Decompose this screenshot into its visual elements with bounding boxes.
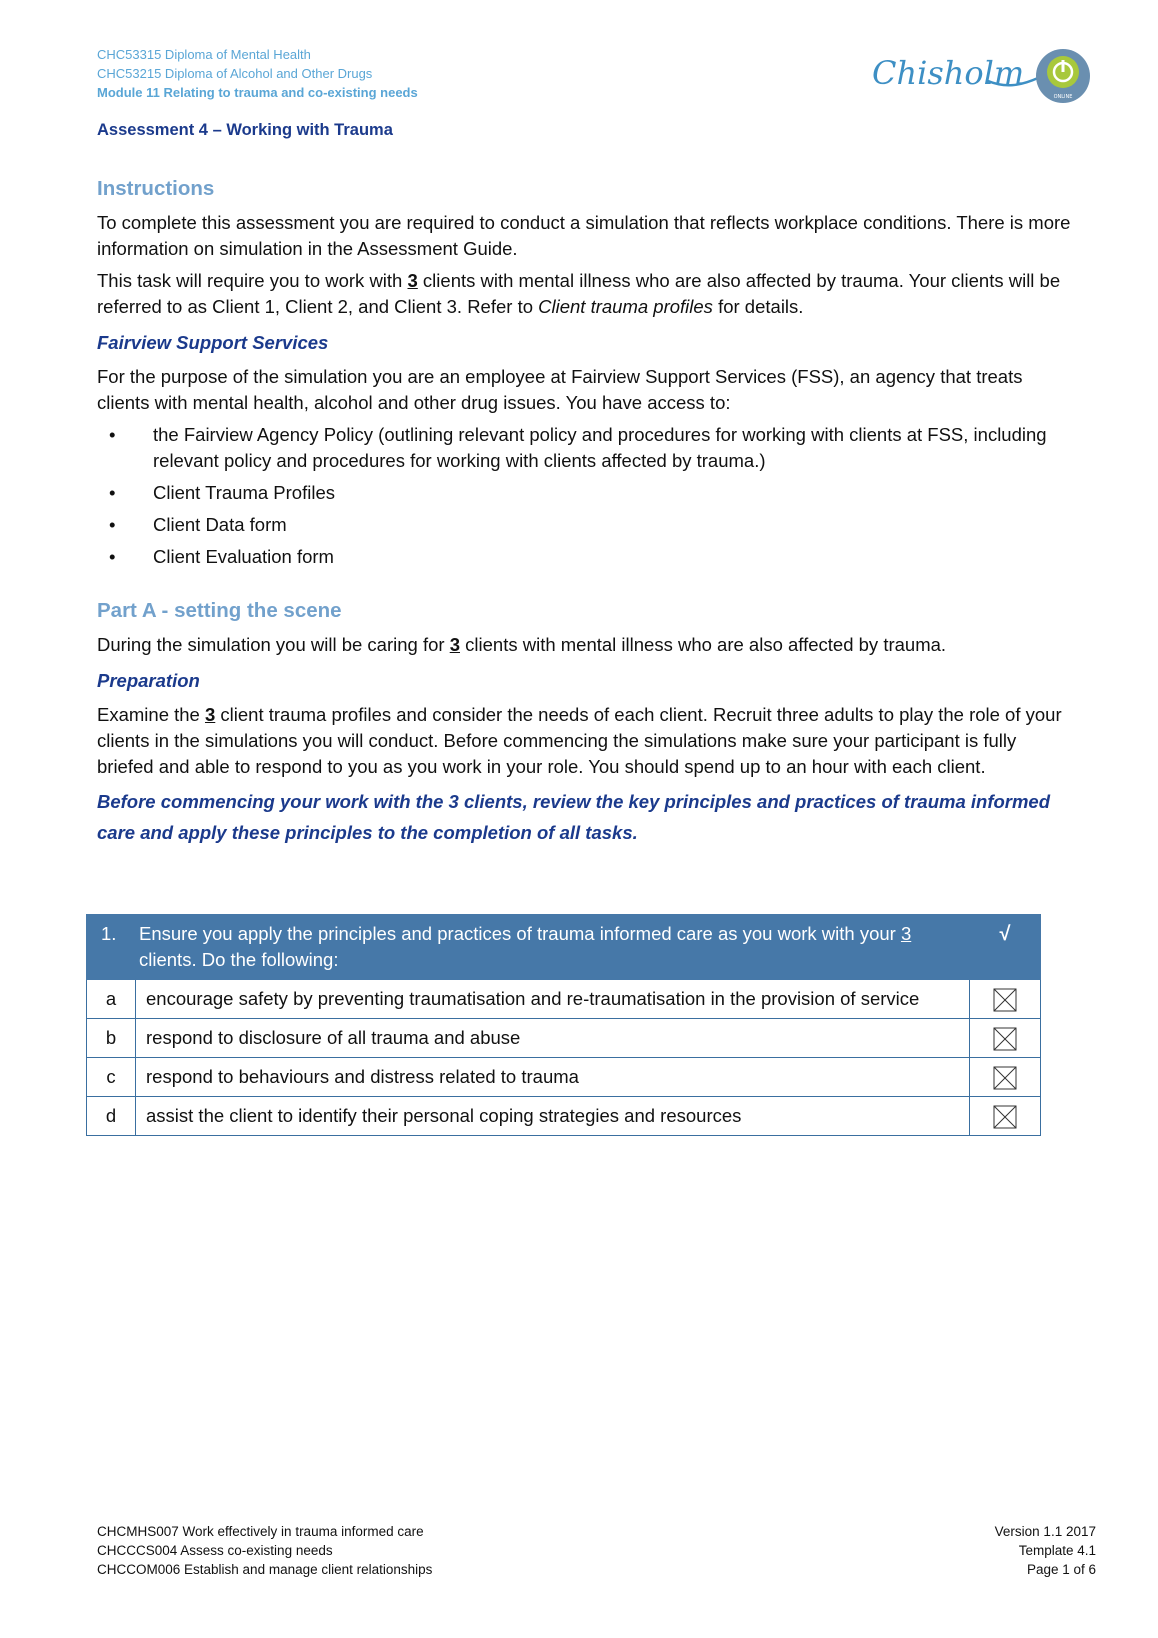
text-segment: During the simulation you will be caring for xyxy=(97,634,450,655)
list-item: • Client Evaluation form xyxy=(97,544,1077,570)
main-content xyxy=(97,176,1077,848)
row-checkbox-cell xyxy=(970,1019,1041,1058)
page-header xyxy=(97,45,418,102)
text-segment: Ensure you apply the principles and practices of trauma informed care as you work with your xyxy=(139,923,901,944)
row-text: respond to disclosure of all trauma and abuse xyxy=(136,1019,970,1058)
instructions-heading: Instructions xyxy=(97,177,215,200)
footer-unit-3: CHCCOM006 Establish and manage client relationships xyxy=(97,1562,433,1577)
preparation-heading: Preparation xyxy=(97,670,200,691)
text-segment: clients with mental illness who are also affected by trauma. Your clients will be referred to as Client 1, Client 2, and Client 3. Refer to xyxy=(97,270,1061,317)
footer-unit-2: CHCCCS004 Assess co-existing needs xyxy=(97,1543,333,1558)
footer-unit-1: CHCMHS007 Work effectively in trauma informed care xyxy=(97,1524,424,1539)
client-count: 3 xyxy=(407,270,418,291)
table-row xyxy=(87,1019,1041,1058)
task-number: 1. xyxy=(101,923,117,944)
emphasis-note: Before commencing your work with the 3 clients, review the key principles and practices of trauma informed care and apply these principles to the completion of all tasks. xyxy=(97,791,1051,843)
row-text: assist the client to identify their personal coping strategies and resources xyxy=(136,1097,970,1136)
row-text: respond to behaviours and distress related to trauma xyxy=(136,1058,970,1097)
logo-badge-text: ONLINE xyxy=(1053,94,1073,100)
footer-right xyxy=(995,1522,1096,1579)
preparation-paragraph xyxy=(97,702,1077,780)
text-segment: Examine the xyxy=(97,704,205,725)
row-label: d xyxy=(87,1097,136,1136)
header-line-2: CHC53215 Diploma of Alcohol and Other Drugs xyxy=(97,66,373,81)
row-checkbox-cell xyxy=(970,1097,1041,1136)
task-header-cell xyxy=(87,915,970,980)
part-a-paragraph xyxy=(97,632,1077,658)
client-count: 3 xyxy=(204,704,216,725)
task-header-text xyxy=(139,921,959,973)
checkbox-icon[interactable] xyxy=(993,1105,1017,1129)
task-header-row xyxy=(87,915,1041,980)
footer-version: Version 1.1 2017 xyxy=(994,1524,1096,1539)
table-row xyxy=(87,980,1041,1019)
text-segment: clients with mental illness who are also affected by trauma. xyxy=(460,634,947,655)
footer-page-number: Page 1 of 6 xyxy=(1026,1562,1096,1577)
text-segment: for details. xyxy=(712,296,804,317)
text-segment: client trauma profiles and consider the needs of each client. Recruit three adults to play the role of your clients in the simulations you will conduct. Before commencing the simulations make sure your participant is fully briefed and able to respond to you as you work in your role. You should spend up to an hour with each client. xyxy=(97,704,1062,777)
header-line-3: Module 11 Relating to trauma and co-existing needs xyxy=(97,85,418,100)
chisholm-logo xyxy=(870,48,1092,110)
list-item: • the Fairview Agency Policy (outlining relevant policy and procedures for working with clients at FSS, including relevant policy and procedures for working with clients affected by trauma.) xyxy=(97,422,1077,474)
text-segment: clients. Do the following: xyxy=(139,949,339,970)
part-a-heading: Part A - setting the scene xyxy=(97,599,342,622)
text-segment: This task will require you to work with xyxy=(97,270,408,291)
row-label: a xyxy=(87,980,136,1019)
fss-paragraph: For the purpose of the simulation you are an employee at Fairview Support Services (FSS), an agency that treats clients with mental health, alcohol and other drug issues. You have access to: xyxy=(97,366,1023,413)
task-table xyxy=(86,914,1041,1136)
assessment-title: Assessment 4 – Working with Trauma xyxy=(97,121,393,139)
header-line-1: CHC53315 Diploma of Mental Health xyxy=(97,47,311,62)
fss-heading: Fairview Support Services xyxy=(97,332,329,353)
list-item: • Client Trauma Profiles xyxy=(97,480,1077,506)
row-checkbox-cell xyxy=(970,1058,1041,1097)
row-text: encourage safety by preventing traumatisation and re-traumatisation in the provision of service xyxy=(136,980,970,1019)
resource-list xyxy=(97,422,1077,570)
checkbox-icon[interactable] xyxy=(993,1066,1017,1090)
profiles-reference: Client trauma profiles xyxy=(538,296,713,317)
instructions-paragraph-1: To complete this assessment you are required to conduct a simulation that reflects workplace conditions. There is more information on simulation in the Assessment Guide. xyxy=(97,212,1071,259)
footer-left xyxy=(97,1522,432,1579)
table-row xyxy=(87,1058,1041,1097)
row-label: c xyxy=(87,1058,136,1097)
client-count: 3 xyxy=(900,923,912,944)
row-label: b xyxy=(87,1019,136,1058)
instructions-paragraph-2 xyxy=(97,268,1077,320)
footer-template: Template 4.1 xyxy=(1018,1543,1096,1558)
row-checkbox-cell xyxy=(970,980,1041,1019)
checkbox-icon[interactable] xyxy=(993,1027,1017,1051)
logo-text: Chisholm xyxy=(872,54,1025,92)
list-item: • Client Data form xyxy=(97,512,1077,538)
tick-header: √ xyxy=(970,915,1041,980)
client-count: 3 xyxy=(449,634,460,655)
checkbox-icon[interactable] xyxy=(993,988,1017,1012)
table-row xyxy=(87,1097,1041,1136)
